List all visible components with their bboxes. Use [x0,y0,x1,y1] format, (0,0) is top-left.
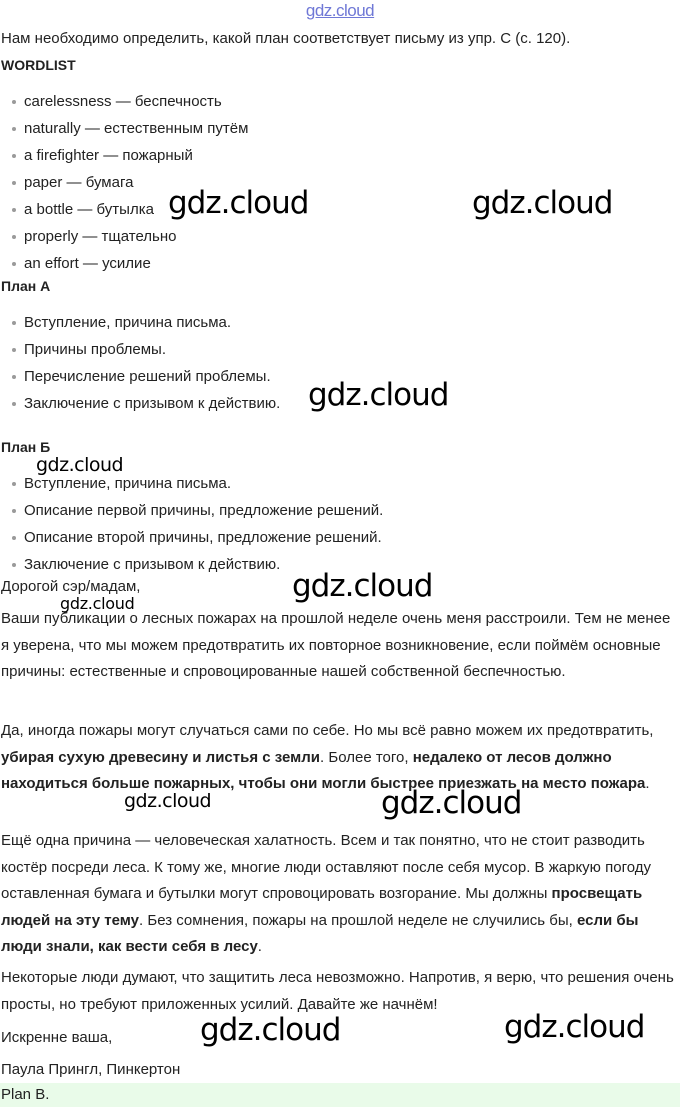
plan-a-list [0,309,280,417]
plan-b-list [0,470,383,578]
list-item: carelessness — беспечность [0,88,248,115]
list-item: Вступление, причина письма. [0,470,383,497]
watermark: gdz.cloud [472,185,613,221]
letter-paragraph-3: Ещё одна причина — человеческая халатность. Всем и так понятно, что не стоит разводить костёр посреди леса. К тому же, многие люди оставляют после себя мусор. В жаркую погоду оставленная бумага и бутылки могут спровоцировать возгорание. Мы должны просвещать людей на эту тему. Без сомнения, пожары на прошлой неделе не случились бы, если бы люди знали, как вести себя в лесу. [1,832,651,955]
watermark: gdz.cloud [504,1009,645,1045]
watermark: gdz.cloud [36,454,124,476]
list-item: a bottle — бутылка [0,196,248,223]
watermark: gdz.cloud [292,568,433,604]
letter-greeting: Дорогой сэр/мадам, [1,578,141,595]
list-item: Заключение с призывом к действию. [0,551,383,578]
wordlist-heading: WORDLIST [1,57,76,73]
letter-paragraph-4: Некоторые люди думают, что защитить леса невозможно. Напротив, я верю, что решения очень просты, но требуют приложенных усилий. Давайте же начнём! [1,969,674,1013]
watermark: gdz.cloud [381,785,522,821]
plan-b-heading: План Б [1,439,51,455]
intro-text: Нам необходимо определить, какой план соответствует письму из упр. C (с. 120). [1,30,571,47]
watermark: gdz.cloud [124,790,212,812]
list-item: Причины проблемы. [0,336,280,363]
watermark: gdz.cloud [168,185,309,221]
list-item: Описание первой причины, предложение решений. [0,497,383,524]
list-item: an effort — усилие [0,250,248,277]
list-item: a firefighter — пожарный [0,142,248,169]
letter-paragraph-1: Ваши публикации о лесных пожарах на прошлой неделе очень меня расстроили. Тем не менее я уверена, что мы можем предотвратить их повторное возникновение, если поймём основные причины: естественные и спровоцированные нашей собственной беспечностью. [1,610,671,680]
list-item: paper — бумага [0,169,248,196]
watermark: gdz.cloud [200,1012,341,1048]
letter-closing: Искренне ваша, [1,1029,113,1046]
list-item: Заключение с призывом к действию. [0,390,280,417]
wordlist [0,88,248,277]
list-item: Описание второй причины, предложение решений. [0,524,383,551]
plan-a-heading: План А [1,278,51,294]
letter-paragraph-2: Да, иногда пожары могут случаться сами по себе. Но мы всё равно можем их предотвратить, убирая сухую древесину и листья с земли. Более того, недалеко от лесов должно находиться больше пожарных, чтобы они могли быстрее приезжать на место пожара. [1,722,654,792]
answer-box [0,1083,680,1107]
letter-signature: Паула Прингл, Пинкертон [1,1061,181,1078]
list-item: naturally — естественным путём [0,115,248,142]
top-watermark-link[interactable]: gdz.cloud [305,1,375,20]
list-item: Вступление, причина письма. [0,309,280,336]
list-item: Перечисление решений проблемы. [0,363,280,390]
answer-text: Plan B. [1,1086,50,1103]
list-item: properly — тщательно [0,223,248,250]
watermark: gdz.cloud [308,377,449,413]
watermark: gdz.cloud [60,594,135,613]
